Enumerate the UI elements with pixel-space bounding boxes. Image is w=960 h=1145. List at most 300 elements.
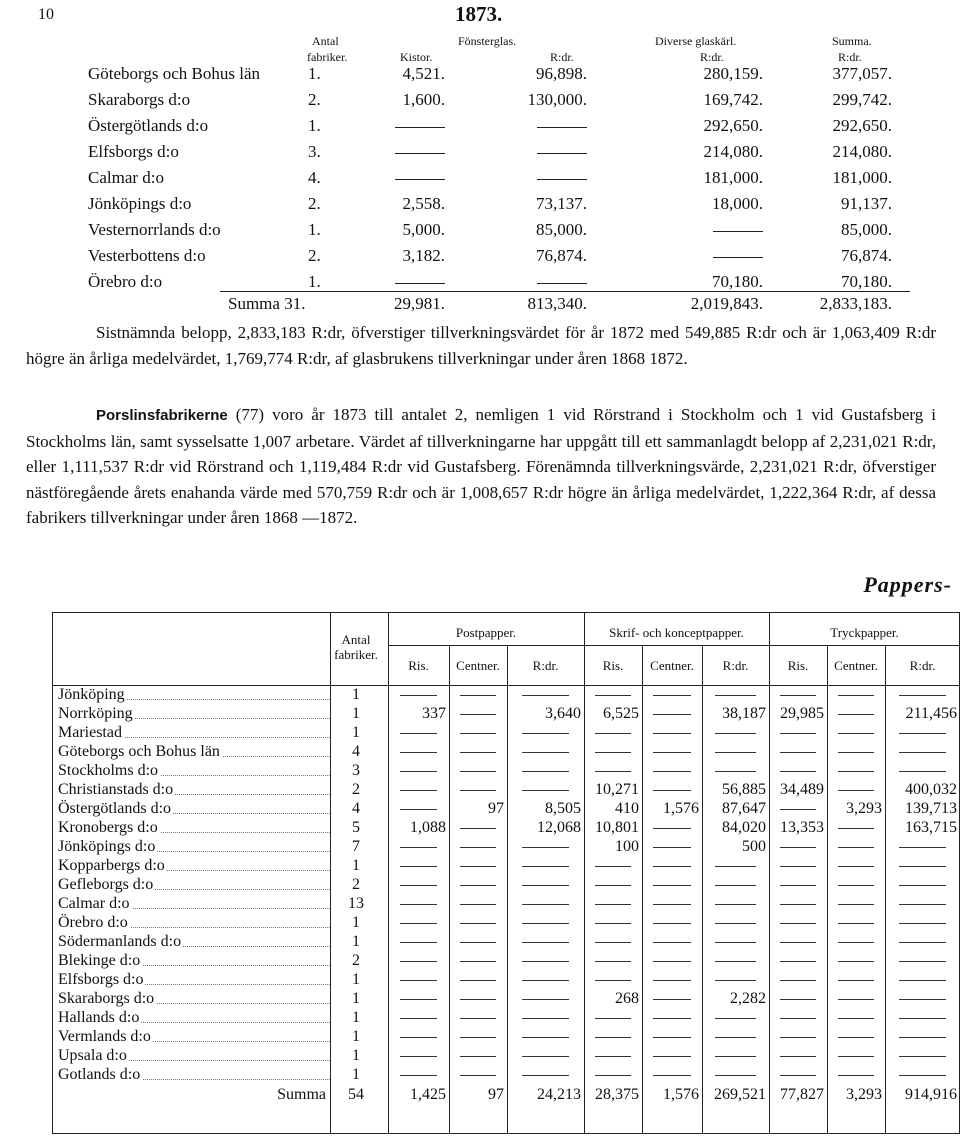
county-name: [58, 895, 328, 913]
paper-row: [52, 819, 960, 838]
fabriker-count: 1: [352, 990, 360, 1007]
empty-dash: [460, 1037, 496, 1038]
empty-dash: [460, 714, 496, 715]
empty-dash: [780, 999, 816, 1000]
kistor-value: 1,600.: [402, 90, 445, 109]
empty-dash: [780, 1018, 816, 1019]
empty-dash: [400, 1075, 438, 1076]
empty-dash: [780, 752, 816, 753]
county-name: [88, 116, 298, 136]
empty-dash: [460, 828, 496, 829]
paper-value: 3,293: [846, 800, 882, 817]
paper-row: [52, 1047, 960, 1066]
empty-dash: [838, 695, 874, 696]
empty-dash: [653, 885, 690, 886]
empty-dash: [595, 904, 631, 905]
paper-value: 10,271: [595, 781, 639, 798]
paper-row: [52, 933, 960, 952]
county-name: [58, 990, 328, 1008]
paper-value: 12,068: [537, 819, 581, 836]
empty-dash: [838, 790, 874, 791]
empty-dash: [595, 733, 631, 734]
empty-dash: [780, 961, 816, 962]
paper-value: 1,576: [663, 800, 699, 817]
fabriker-count: 1: [352, 1028, 360, 1045]
paragraph-glass: [26, 320, 936, 371]
empty-dash: [460, 790, 496, 791]
paper-value: 1,088: [410, 819, 446, 836]
paper-total-label: Summa: [277, 1086, 326, 1103]
county-name-text: Jönköpings d:o: [58, 838, 156, 855]
empty-dash: [595, 1037, 631, 1038]
empty-dash: [595, 923, 631, 924]
empty-dash: [653, 847, 690, 848]
paper-row: [52, 800, 960, 819]
empty-dash: [838, 1037, 874, 1038]
paragraph-porcelain-text: [26, 402, 936, 531]
county-name-text: Norrköping: [58, 705, 133, 722]
glass-row: [0, 64, 960, 90]
empty-dash: [522, 1037, 570, 1038]
rdr-value: 96,898.: [536, 64, 587, 83]
empty-dash: [713, 257, 763, 258]
empty-dash: [653, 1018, 690, 1019]
county-name: [58, 1066, 328, 1084]
empty-dash: [522, 904, 570, 905]
county-name: [58, 971, 328, 989]
paper-value: 269,521: [714, 1086, 766, 1103]
glass-row: [0, 246, 960, 272]
county-name: [58, 762, 328, 780]
page-number: 10: [38, 6, 54, 23]
paper-subheader: Ris.: [408, 658, 429, 673]
paper-row: [52, 895, 960, 914]
fabriker-count: 1: [352, 686, 360, 703]
glass-row: [0, 142, 960, 168]
empty-dash: [460, 733, 496, 734]
kistor-value: [350, 116, 445, 136]
summa-value: 76,874.: [841, 246, 892, 265]
fabriker-count: 1: [352, 724, 360, 741]
empty-dash: [522, 999, 570, 1000]
fabriker-count: 54: [348, 1086, 364, 1103]
county-name: [58, 1009, 328, 1027]
empty-dash: [780, 771, 816, 772]
total-summa: 2,833,183.: [819, 294, 892, 313]
empty-dash: [780, 923, 816, 924]
empty-dash: [838, 847, 874, 848]
paper-row: [52, 686, 960, 705]
paper-value: 211,456: [905, 705, 957, 722]
empty-dash: [715, 1018, 757, 1019]
empty-dash: [780, 1056, 816, 1057]
empty-dash: [838, 999, 874, 1000]
table-bottom-rule: [52, 1133, 960, 1134]
county-name: [88, 272, 298, 292]
fabriker-count: 7: [352, 838, 360, 855]
fabriker-count: 1.: [308, 272, 321, 291]
total-label: Summa 31.: [228, 294, 306, 313]
empty-dash: [522, 847, 570, 848]
empty-dash: [522, 1018, 570, 1019]
empty-dash: [715, 752, 757, 753]
summa-value: 214,080.: [832, 142, 892, 161]
empty-dash: [400, 752, 438, 753]
paper-value: 8,505: [545, 800, 581, 817]
summa-value: 299,742.: [832, 90, 892, 109]
glass-row: [0, 168, 960, 194]
empty-dash: [522, 923, 570, 924]
rdr-value: 85,000.: [536, 220, 587, 239]
empty-dash: [460, 904, 496, 905]
header-summa: Summa.: [832, 34, 872, 48]
paper-row: [52, 914, 960, 933]
empty-dash: [537, 153, 587, 154]
empty-dash: [653, 999, 690, 1000]
empty-dash: [780, 809, 816, 810]
county-name: [58, 876, 328, 894]
empty-dash: [653, 733, 690, 734]
empty-dash: [899, 942, 946, 943]
paper-header-fabriker: fabriker.: [334, 647, 378, 662]
empty-dash: [537, 179, 587, 180]
empty-dash: [838, 714, 874, 715]
paper-value: 914,916: [905, 1086, 957, 1103]
empty-dash: [460, 847, 496, 848]
county-name-text: Skaraborgs d:o: [58, 990, 155, 1007]
empty-dash: [653, 771, 690, 772]
empty-dash: [400, 1018, 438, 1019]
fabriker-count: 1: [352, 857, 360, 874]
empty-dash: [395, 179, 445, 180]
fabriker-count: 1: [352, 705, 360, 722]
empty-dash: [460, 999, 496, 1000]
county-name-text: Vesterbottens d:o: [88, 246, 206, 265]
empty-dash: [899, 847, 946, 848]
paper-value: 34,489: [780, 781, 824, 798]
empty-dash: [400, 1056, 438, 1057]
paper-subheader: Centner.: [650, 658, 694, 673]
total-rdr: 813,340.: [527, 294, 587, 313]
county-name: [88, 194, 298, 214]
empty-dash: [400, 923, 438, 924]
summa-value: 70,180.: [841, 272, 892, 291]
empty-dash: [653, 866, 690, 867]
fabriker-count: 4: [352, 800, 360, 817]
empty-dash: [595, 752, 631, 753]
paper-row: [52, 762, 960, 781]
empty-dash: [899, 1075, 946, 1076]
empty-dash: [522, 790, 570, 791]
rdr-value: [470, 272, 587, 292]
kistor-value: 5,000.: [402, 220, 445, 239]
county-name-text: Jönköpings d:o: [88, 194, 192, 213]
fabriker-count: 1: [352, 1047, 360, 1064]
summa-value: 292,650.: [832, 116, 892, 135]
summa-value: 85,000.: [841, 220, 892, 239]
empty-dash: [400, 980, 438, 981]
empty-dash: [460, 771, 496, 772]
empty-dash: [400, 904, 438, 905]
county-name: [88, 220, 298, 240]
empty-dash: [522, 942, 570, 943]
paper-row: [52, 990, 960, 1009]
header-rdr-summa: R:dr.: [838, 50, 862, 64]
empty-dash: [400, 790, 438, 791]
empty-dash: [400, 961, 438, 962]
empty-dash: [780, 847, 816, 848]
fabriker-count: 2.: [308, 90, 321, 109]
empty-dash: [780, 904, 816, 905]
fabriker-count: 2.: [308, 246, 321, 265]
glass-row: [0, 220, 960, 246]
empty-dash: [713, 231, 763, 232]
county-name-text: Gefleborgs d:o: [58, 876, 154, 893]
empty-dash: [899, 904, 946, 905]
empty-dash: [899, 866, 946, 867]
empty-dash: [715, 771, 757, 772]
total-diverse: 2,019,843.: [690, 294, 763, 313]
paper-subheader: Ris.: [602, 658, 624, 673]
county-name-text: Calmar d:o: [58, 895, 130, 912]
county-name: [58, 800, 328, 818]
paper-subheader: Ris.: [787, 658, 809, 673]
diverse-value: 18,000.: [712, 194, 763, 213]
empty-dash: [595, 866, 631, 867]
paper-row: [52, 705, 960, 724]
county-name: [58, 838, 328, 856]
paper-value: 84,020: [722, 819, 766, 836]
county-name-text: Vesternorrlands d:o: [88, 220, 221, 239]
paper-value: 2,282: [730, 990, 766, 1007]
empty-dash: [400, 885, 438, 886]
county-name: [58, 724, 328, 742]
empty-dash: [460, 866, 496, 867]
county-name-text: Kronobergs d:o: [58, 819, 158, 836]
fabriker-count: 13: [348, 895, 364, 912]
empty-dash: [899, 771, 946, 772]
empty-dash: [899, 1018, 946, 1019]
fabriker-count: 4.: [308, 168, 321, 187]
county-name-text: Upsala d:o: [58, 1047, 127, 1064]
county-name: [58, 819, 328, 837]
paper-value: 139,713: [905, 800, 957, 817]
empty-dash: [780, 733, 816, 734]
empty-dash: [838, 961, 874, 962]
empty-dash: [715, 923, 757, 924]
paper-value: 10,801: [595, 819, 639, 836]
empty-dash: [400, 733, 438, 734]
empty-dash: [780, 980, 816, 981]
county-name: [58, 857, 328, 875]
paper-value: 77,827: [780, 1086, 824, 1103]
glass-row: [0, 194, 960, 220]
county-name-text: Göteborgs och Bohus län: [88, 64, 261, 83]
county-name: [88, 246, 298, 266]
county-name-text: Elfsborgs d:o: [58, 971, 144, 988]
empty-dash: [537, 127, 587, 128]
paper-row: [52, 838, 960, 857]
header-rdr-fonster: R:dr.: [550, 50, 574, 64]
county-name: [88, 90, 298, 110]
empty-dash: [715, 1037, 757, 1038]
empty-dash: [460, 980, 496, 981]
empty-dash: [400, 1037, 438, 1038]
diverse-value: 169,742.: [703, 90, 763, 109]
empty-dash: [460, 1056, 496, 1057]
empty-dash: [537, 283, 587, 284]
empty-dash: [595, 885, 631, 886]
paper-subheader: R:dr.: [909, 658, 936, 673]
empty-dash: [838, 828, 874, 829]
paper-value: 1,576: [663, 1086, 699, 1103]
kistor-value: 4,521.: [402, 64, 445, 83]
county-name-text: Vermlands d:o: [58, 1028, 151, 1045]
summa-rule: [220, 291, 910, 292]
empty-dash: [715, 733, 757, 734]
county-name-text: Elfsborgs d:o: [88, 142, 179, 161]
rdr-value: 76,874.: [536, 246, 587, 265]
paper-value: 3,640: [545, 705, 581, 722]
paper-value: 24,213: [537, 1086, 581, 1103]
empty-dash: [460, 752, 496, 753]
empty-dash: [595, 980, 631, 981]
empty-dash: [899, 923, 946, 924]
county-name-text: Mariestad: [58, 724, 122, 741]
empty-dash: [400, 771, 438, 772]
empty-dash: [653, 790, 690, 791]
empty-dash: [653, 1075, 690, 1076]
paper-row: [52, 971, 960, 990]
paper-value: 29,985: [780, 705, 824, 722]
empty-dash: [899, 980, 946, 981]
paragraph-porcelain: [26, 402, 936, 531]
empty-dash: [653, 923, 690, 924]
paper-row: [52, 781, 960, 800]
kistor-value: 2,558.: [402, 194, 445, 213]
empty-dash: [899, 885, 946, 886]
county-name-text: Örebro d:o: [58, 914, 128, 931]
kistor-value: [350, 142, 445, 162]
empty-dash: [780, 1037, 816, 1038]
paper-subheader: R:dr.: [722, 658, 749, 673]
paper-header-skrif: Skrif- och konceptpapper.: [609, 625, 744, 640]
paragraph-glass-text: Sistnämnda belopp, 2,833,183 R:dr, öfverstiger tillverkningsvärdet för år 1872 med 549,885 R:dr och är 1,063,409 R:dr högre än årliga medelvärdet, 1,769,774 R:dr, af glasbrukens tillverkningar under åren 1868 1872.: [26, 323, 936, 368]
empty-dash: [780, 695, 816, 696]
paper-row: [52, 857, 960, 876]
fabriker-count: 1: [352, 933, 360, 950]
empty-dash: [400, 942, 438, 943]
diverse-value: [620, 220, 763, 240]
fabriker-count: 2: [352, 781, 360, 798]
county-name: [58, 914, 328, 932]
empty-dash: [595, 1075, 631, 1076]
empty-dash: [460, 942, 496, 943]
rdr-value: [470, 116, 587, 136]
empty-dash: [595, 961, 631, 962]
fabriker-count: 2: [352, 952, 360, 969]
paper-value: 87,647: [722, 800, 766, 817]
header-kistor: Kistor.: [400, 50, 433, 64]
header-fabriker: fabriker.: [307, 50, 348, 64]
empty-dash: [838, 771, 874, 772]
diverse-value: [620, 246, 763, 266]
paper-value: 268: [615, 990, 639, 1007]
glass-row: [0, 116, 960, 142]
header-antal: Antal: [312, 34, 339, 48]
empty-dash: [653, 980, 690, 981]
empty-dash: [838, 980, 874, 981]
county-name: [58, 1047, 328, 1065]
empty-dash: [595, 1056, 631, 1057]
county-name: [88, 64, 298, 84]
empty-dash: [838, 752, 874, 753]
county-name: [58, 743, 328, 761]
paper-subheader: Centner.: [456, 658, 500, 673]
county-name: [58, 781, 328, 799]
paper-header-antal: Antal: [341, 632, 371, 647]
empty-dash: [522, 1075, 570, 1076]
diverse-value: 214,080.: [703, 142, 763, 161]
empty-dash: [899, 999, 946, 1000]
paper-value: 28,375: [595, 1086, 639, 1103]
empty-dash: [460, 695, 496, 696]
kistor-value: [350, 272, 445, 292]
fabriker-count: 4: [352, 743, 360, 760]
paper-row: [52, 1028, 960, 1047]
county-name: [58, 705, 328, 723]
fabriker-count: 5: [352, 819, 360, 836]
county-name: [88, 142, 298, 162]
empty-dash: [522, 695, 570, 696]
paper-header-tryck: Tryckpapper.: [830, 625, 899, 640]
paper-row: [52, 724, 960, 743]
paper-value: 97: [488, 1086, 504, 1103]
county-name-text: Östergötlands d:o: [58, 800, 172, 817]
fabriker-count: 1.: [308, 64, 321, 83]
county-name-text: Östergötlands d:o: [88, 116, 209, 135]
county-name-text: Gotlands d:o: [58, 1066, 141, 1083]
empty-dash: [653, 828, 690, 829]
empty-dash: [595, 695, 631, 696]
fabriker-count: 1.: [308, 116, 321, 135]
paper-row: [52, 876, 960, 895]
paper-value: 13,353: [780, 819, 824, 836]
rdr-value: 130,000.: [527, 90, 587, 109]
summa-value: 91,137.: [841, 194, 892, 213]
rdr-value: [470, 142, 587, 162]
county-name-text: Göteborgs och Bohus län: [58, 743, 220, 760]
empty-dash: [838, 942, 874, 943]
paper-total-row: [52, 1086, 960, 1105]
glass-total-row: [0, 294, 960, 320]
empty-dash: [715, 980, 757, 981]
paper-header-postpapper: Postpapper.: [455, 625, 517, 640]
paper-value: 97: [488, 800, 504, 817]
county-name-text: Christianstads d:o: [58, 781, 174, 798]
empty-dash: [715, 866, 757, 867]
county-name-text: Calmar d:o: [88, 168, 165, 187]
empty-dash: [715, 1056, 757, 1057]
pappers-heading: Pappers-: [863, 572, 952, 597]
county-name: [58, 686, 328, 704]
county-name: [58, 933, 328, 951]
empty-dash: [522, 771, 570, 772]
empty-dash: [838, 923, 874, 924]
empty-dash: [780, 866, 816, 867]
empty-dash: [715, 961, 757, 962]
diverse-value: 280,159.: [703, 64, 763, 83]
